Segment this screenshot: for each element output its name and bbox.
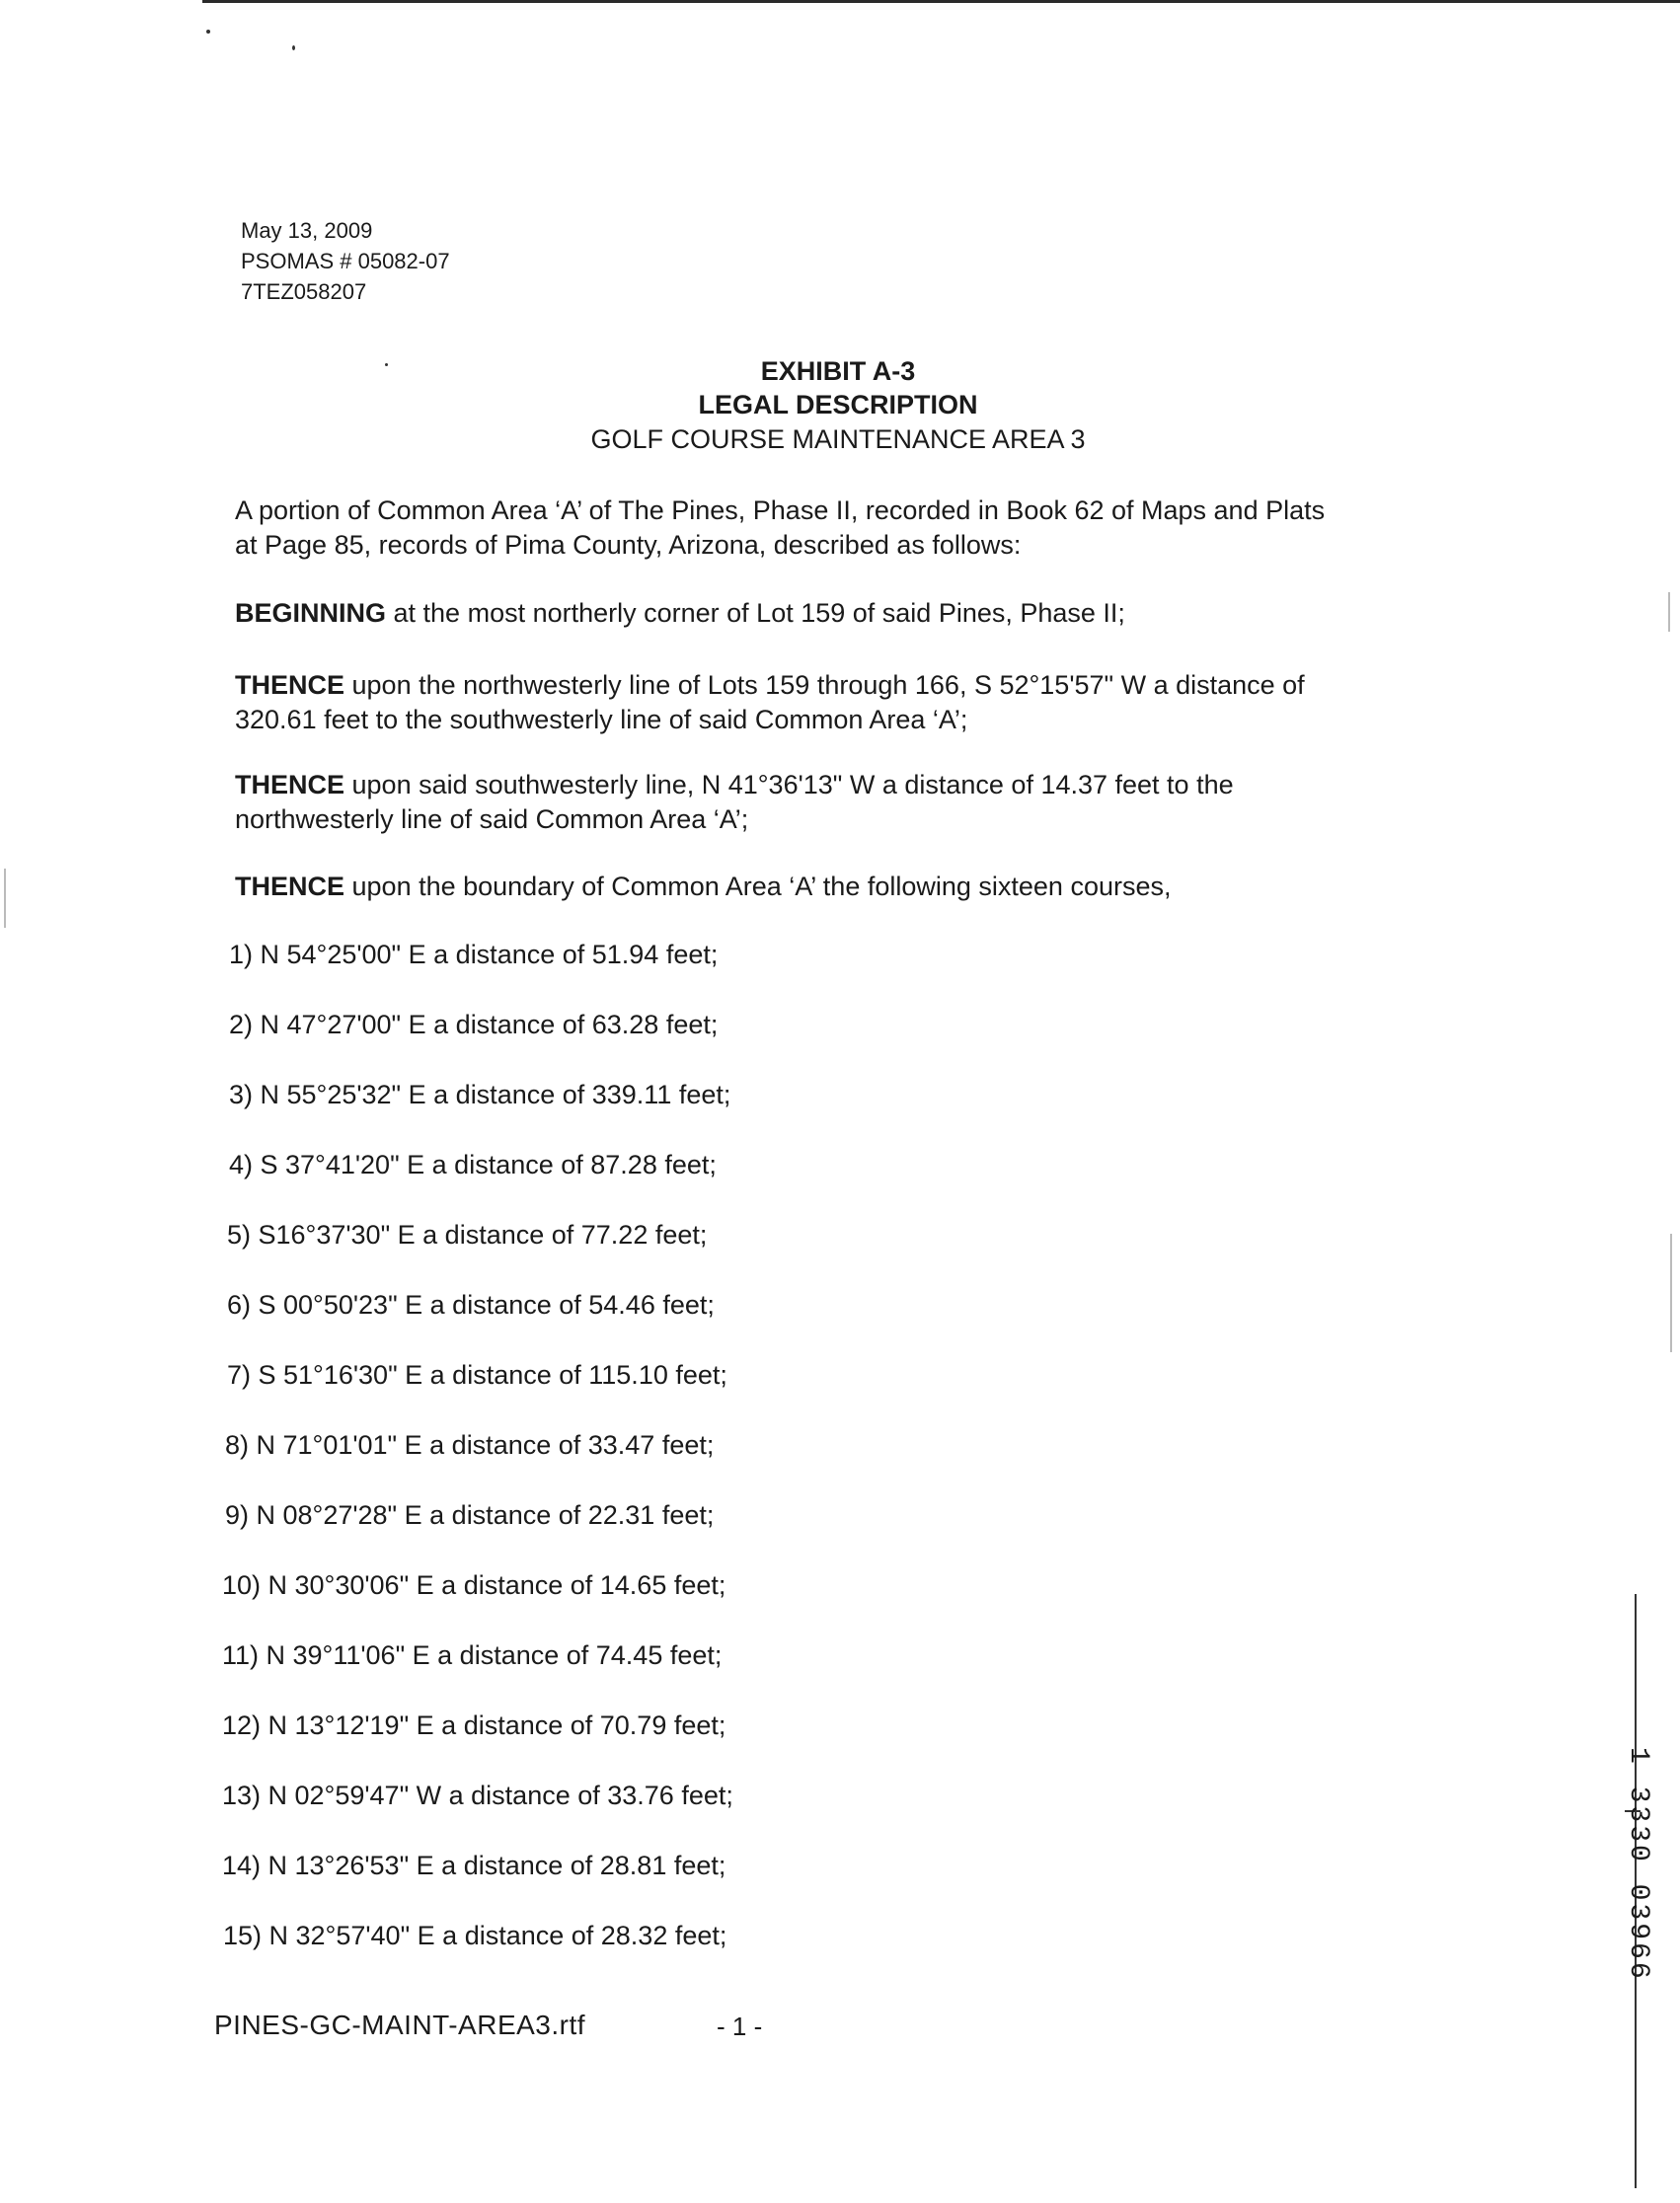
thence-paragraph-2 [235, 768, 1459, 837]
thence-2-line-1: upon said southwesterly line, N 41°36'13" W a distance of 14.37 feet to the [344, 770, 1234, 799]
scan-edge-mark [4, 869, 6, 928]
course-item: 6) S 00°50'23" E a distance of 54.46 feet; [227, 1290, 715, 1320]
course-item: 9) N 08°27'28" E a distance of 22.31 feet; [225, 1500, 715, 1530]
scan-speck [206, 30, 210, 34]
beginning-paragraph [235, 596, 1459, 631]
thence-lead: THENCE [235, 770, 345, 799]
thence-3-text: upon the boundary of Common Area ‘A’ the following sixteen courses, [344, 872, 1172, 901]
course-item: 14) N 13°26'53" E a distance of 28.81 feet; [222, 1851, 726, 1880]
course-item: 1) N 54°25'00" E a distance of 51.94 feet; [229, 940, 719, 969]
scan-edge-mark [1668, 592, 1670, 632]
course-item: 13) N 02°59'47" W a distance of 33.76 feet; [222, 1781, 733, 1810]
course-item: 5) S16°37'30" E a distance of 77.22 feet; [227, 1220, 708, 1250]
header-reference: 7TEZ058207 [241, 279, 367, 304]
course-item: 12) N 13°12'19" E a distance of 70.79 feet; [222, 1710, 726, 1740]
thence-paragraph-3 [235, 870, 1459, 904]
thence-paragraph-1 [235, 668, 1459, 737]
exhibit-title: EXHIBIT A-3 [760, 356, 916, 386]
intro-line-2: at Page 85, records of Pima County, Arizona, described as follows: [235, 530, 1022, 560]
thence-1-line-2: 320.61 feet to the southwesterly line of said Common Area ‘A’; [235, 705, 968, 734]
intro-line-1: A portion of Common Area ‘A’ of The Pines, Phase II, recorded in Book 62 of Maps and Plats [235, 495, 1326, 525]
side-recording-stamp: 1 3330 03966 [1623, 1747, 1653, 1982]
beginning-text: at the most northerly corner of Lot 159 of said Pines, Phase II; [386, 598, 1125, 628]
thence-lead: THENCE [235, 670, 345, 700]
maintenance-area-subheading: GOLF COURSE MAINTENANCE AREA 3 [590, 424, 1086, 454]
legal-description-heading: LEGAL DESCRIPTION [698, 390, 978, 419]
thence-2-line-2: northwesterly line of said Common Area ‘A’; [235, 804, 749, 834]
thence-lead: THENCE [235, 872, 345, 901]
course-item: 10) N 30°30'06" E a distance of 14.65 feet; [222, 1570, 726, 1600]
beginning-lead: BEGINNING [235, 598, 387, 628]
course-item: 4) S 37°41'20" E a distance of 87.28 feet; [229, 1150, 717, 1179]
course-item: 15) N 32°57'40" E a distance of 28.32 feet; [223, 1921, 727, 1950]
scan-speck [292, 45, 295, 50]
footer-page-number: - 1 - [717, 2012, 763, 2041]
thence-1-line-1: upon the northwesterly line of Lots 159 through 166, S 52°15'57" W a distance of [344, 670, 1305, 700]
course-item: 3) N 55°25'32" E a distance of 339.11 feet; [229, 1080, 731, 1109]
course-item: 2) N 47°27'00" E a distance of 63.28 feet; [229, 1010, 719, 1039]
course-item: 11) N 39°11'06" E a distance of 74.45 feet; [222, 1640, 723, 1670]
course-item: 7) S 51°16'30" E a distance of 115.10 feet; [227, 1360, 727, 1390]
intro-paragraph [235, 494, 1459, 563]
footer-filename: PINES-GC-MAINT-AREA3.rtf [214, 2010, 586, 2040]
header-date: May 13, 2009 [241, 218, 373, 243]
course-item: 8) N 71°01'01" E a distance of 33.47 feet; [225, 1430, 715, 1460]
scan-top-border [202, 0, 1680, 3]
header-job-number: PSOMAS # 05082-07 [241, 249, 450, 273]
scan-edge-mark [1670, 1234, 1672, 1352]
